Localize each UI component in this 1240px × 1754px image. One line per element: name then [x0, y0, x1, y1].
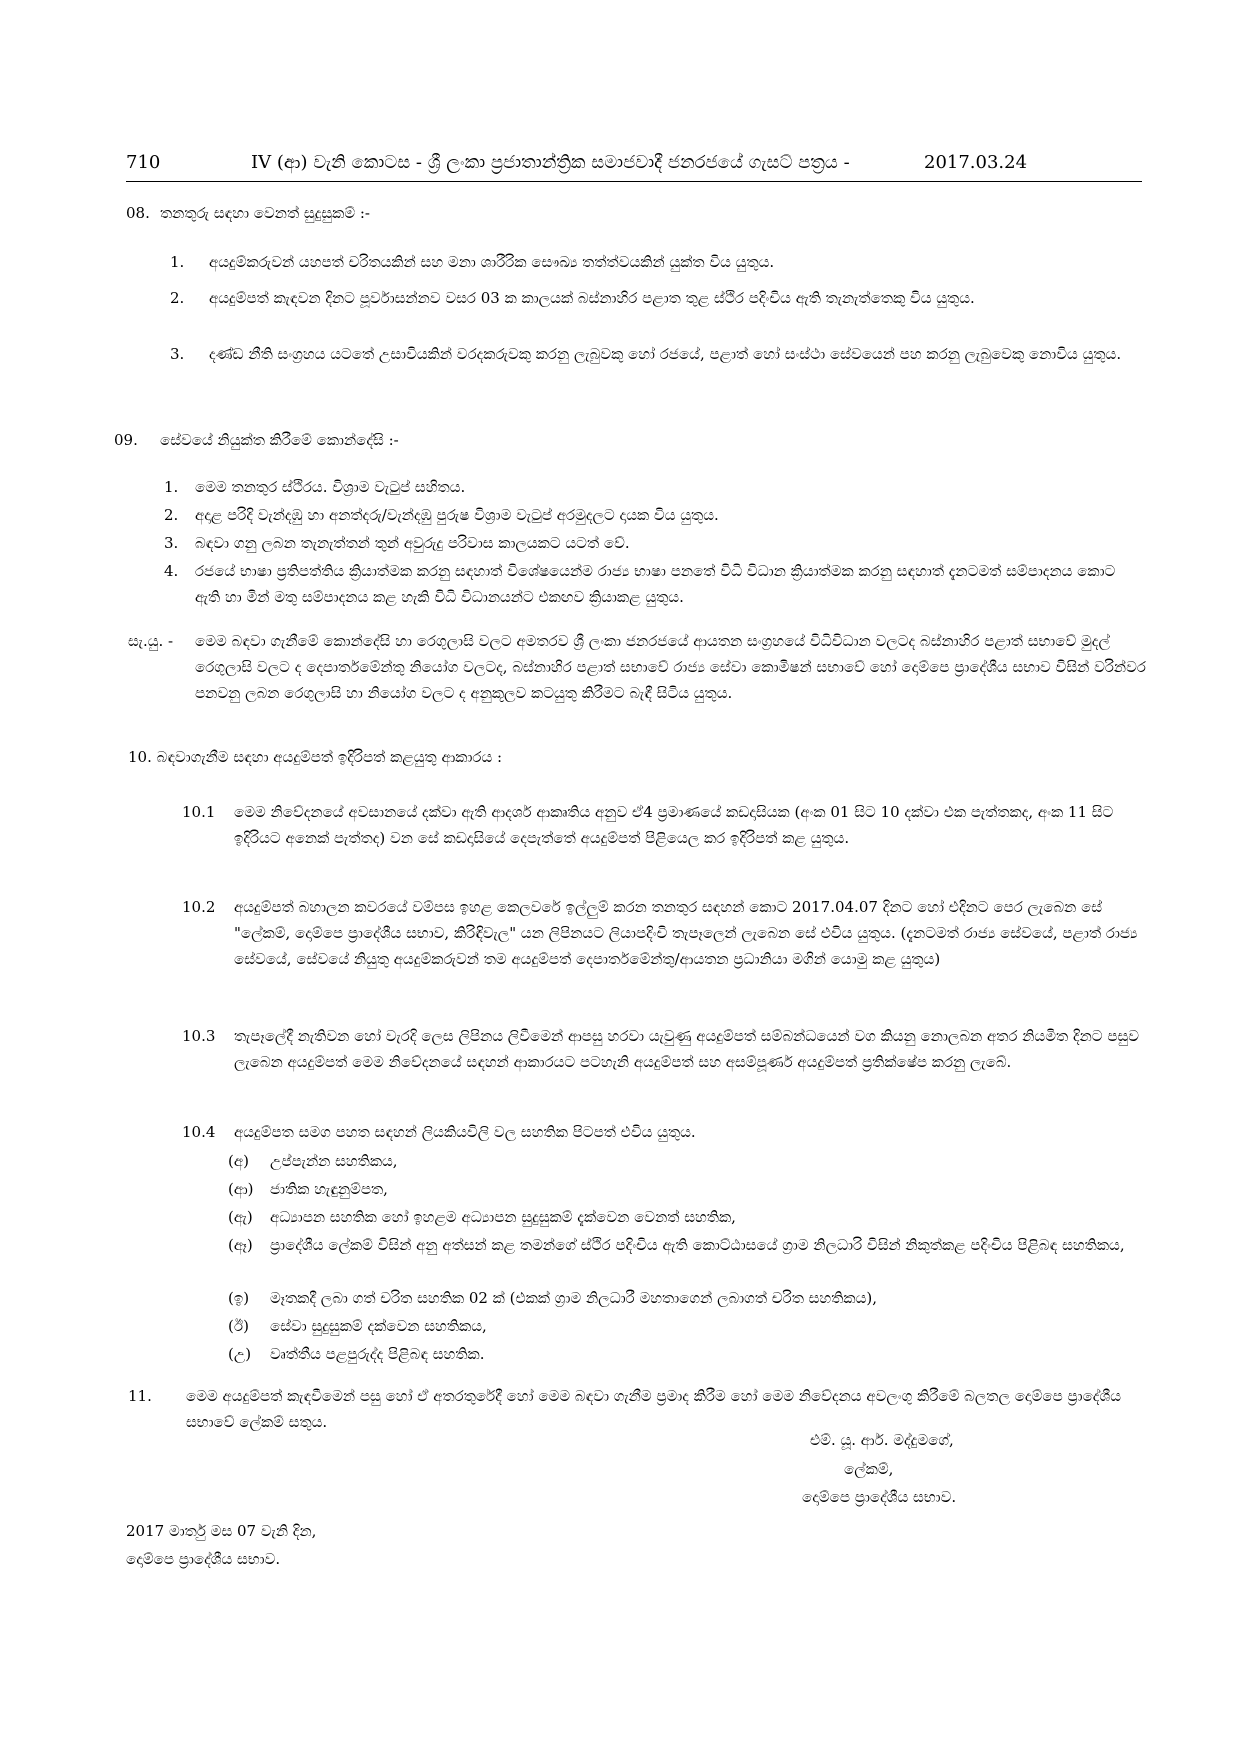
- signatory-title: ලේකම්,: [844, 1460, 894, 1478]
- paragraph-number: 10.2: [182, 898, 216, 916]
- paragraph-10-1: මෙම නිවේදනයේ අවසානයේ දක්වා ඇති ආදර්ශ ආකෘතිය අනුව ඒ4 ප්‍රමාණයේ කඩදාසියක (අංක 01 සිට 10 දක්වා එක පැත්තකද, අංක 11 සිට ඉදිරියට අනෙක් පැත්තද) වන සේ කඩදාසියේ දෙපැත්තේ අයදුම්පත් පිළියෙල කර ඉදිරිපත් කළ යුතුය.: [234, 803, 1114, 847]
- list-item: රජයේ භාෂා ප්‍රතිපත්තිය ක්‍රියාත්මක කරනු සඳහාත් විශේෂයෙන්ම රාජ්‍ය භාෂා පනතේ විධි විධාන ක්‍රියාත්මක කරනු සඳහාත් දැනටමත් සම්පාදනය කොට ඇති හා මින් මතු සම්පාදනය කළ හැකි විධි විධානයන්ට එකඟව ක්‍රියාකළ යුතුය.: [195, 562, 1116, 606]
- sub-item-label: (ආ): [228, 1180, 254, 1198]
- note-label: සැ.යු. -: [128, 632, 174, 650]
- paragraph-10-3: තැපෑලේදී නැතිවන හෝ වැරදි ලෙස ලිපිනය ලිවීමෙන් ආපසු හරවා යැවුණු අයදුම්පත් සම්බන්ධයෙන් වග කියනු නොලබන අතර නියමිත දිනට පසුව ලැබෙන අයදුම්පත් මෙම නිවේදනයේ සඳහන් ආකාරයට පටහැනි අයදුම්පත් සහ අසම්පූර්ණ අයදුම්පත් ප්‍රතික්ෂේප කරනු ලැබේ.: [234, 1027, 1140, 1071]
- list-item-number: 2.: [164, 506, 179, 524]
- issue-place: දොම්පෙ ප්‍රාදේශීය සභාව.: [126, 1550, 281, 1568]
- list-item-number: 4.: [164, 562, 179, 580]
- list-item-number: 2.: [170, 289, 185, 307]
- sub-item-label: (ඇ): [228, 1208, 253, 1226]
- list-item-number: 1.: [164, 478, 179, 496]
- sub-item-label: (අ): [228, 1152, 249, 1170]
- sub-item-label: (ඊ): [228, 1317, 249, 1335]
- list-item-number: 1.: [170, 253, 185, 271]
- issue-date: 2017 මාර්තු මස 07 වැනි දින,: [126, 1522, 317, 1540]
- list-item: බඳවා ගනු ලබන තැනැත්තන් තුන් අවුරුදු පරිවාස කාලයකට යටත් වේ.: [195, 534, 630, 552]
- sub-item-label: (ඉ): [228, 1289, 250, 1307]
- page-number: 710: [126, 152, 161, 173]
- sub-item-label: (උ): [228, 1345, 252, 1363]
- section-11-text: මෙම අයදුම්පත් කැඳවීමෙන් පසු හෝ ඒ අතරතුරේදී හෝ මෙම බඳවා ගැනීම ප්‍රමාද කිරීම හෝ මෙම නිවේදනය අවලංගු කිරීමේ බලතල දොම්පෙ ප්‍රාදේශීය සභාවේ ලේකම් සතුය.: [186, 1387, 1121, 1431]
- section-09-title: සේවයේ නියුක්ත කිරීමේ කොන්දේසි :-: [160, 431, 399, 449]
- sub-item: අධ්‍යාපන සහතික හෝ ඉහළම අධ්‍යාපන සුදුසුකම් දැක්වෙන වෙනත් සහතික,: [270, 1208, 736, 1226]
- note-text: මෙම බඳවා ගැනීමේ කොන්දේසි හා රෙගුලාසි වලට අමතරව ශ්‍රී ලංකා ජනරජයේ ආයතන සංග්‍රහයේ විධිවිධාන වලටද බස්නාහිර පළාත් සභාවේ මුදල් රෙගුලාසි වලට ද දෙපාර්තමේන්තු නියෝග වලටද, බස්නාහිර පළාත් සභාවේ රාජ්‍ය සේවා කොමිෂන් සභාවේ හෝ දොම්පෙ ප්‍රාදේශීය සභාව විසින් වරින්වර පනවනු ලබන රෙගුලාසි හා නියෝග වලට ද අනුකූලව කටයුතු කිරීමට බැඳී සිටිය යුතුය.: [195, 632, 1146, 702]
- paragraph-number: 10.3: [182, 1027, 216, 1045]
- signatory-name: එම්. යූ. ආර්. මද්දුමගේ,: [810, 1431, 954, 1449]
- list-item: අදාළ පරිදි වැන්දඹු හා අනත්දරු/වැන්දඹු පුරුෂ විශ්‍රාම වැටුප් අරමුදලට දායක විය යුතුය.: [195, 506, 719, 524]
- list-item-number: 3.: [170, 345, 185, 363]
- paragraph-number: 10.4: [182, 1123, 216, 1141]
- section-08-number: 08.: [126, 204, 150, 222]
- sub-item: උප්පැන්න සහතිකය,: [270, 1152, 398, 1170]
- section-11-number: 11.: [128, 1387, 152, 1405]
- sub-item: මෑතකදී ලබා ගත් චරිත සහතික 02 ක් (එකක් ග්‍රාම නිලධාරී මහතාගෙන් ලබාගත් චරිත සහතිකය),: [270, 1289, 877, 1307]
- list-item: දණ්ඩ නීති සංග්‍රහය යටතේ උසාවියකින් වරදකරුවකු කරනු ලැබුවකු හෝ රජයේ, පළාත් හෝ සංස්ථා සේවයෙන් පහ කරනු ලැබුවෙකු නොවිය යුතුය.: [209, 345, 1122, 363]
- gazette-date: 2017.03.24: [924, 152, 1028, 173]
- sub-item: වෘත්තීය පළපුරුද්ද පිළිබඳ සහතික.: [270, 1345, 485, 1363]
- sub-item-label: (ඈ): [228, 1236, 253, 1254]
- signatory-office: දොම්පෙ ප්‍රාදේශීය සභාව.: [802, 1488, 957, 1506]
- sub-item: ප්‍රාදේශීය ලේකම් විසින් අනු අත්සන් කළ තමන්ගේ ස්ථිර පදිංචිය ඇති කොට්ඨාසයේ ග්‍රාම නිලධාරි විසින් නිකුත්කළ පදිංචිය පිළිබඳ සහතිකය,: [270, 1236, 1125, 1254]
- gazette-title: IV (ආ) වැනි කොටස - ශ්‍රී ලංකා ප්‍රජාතාන්ත්‍රික සමාජවාදී ජනරජයේ ගැසට් පත්‍රය -: [251, 152, 850, 173]
- paragraph-10-4: අයදුම්පත සමග පහත සඳහන් ලියකියවිලි වල සහතික පිටපත් එවිය යුතුය.: [234, 1123, 696, 1141]
- section-08-title: තනතුරු සඳහා වෙනත් සුදුසුකම් :-: [160, 204, 371, 222]
- section-09-number: 09.: [114, 431, 138, 449]
- list-item: මෙම තනතුර ස්ථිරය. විශ්‍රාම වැටුප් සහිතය.: [195, 478, 466, 496]
- header-rule: [126, 181, 1142, 182]
- paragraph-10-2: අයදුම්පත් බහාලන කවරයේ වම්පස ඉහළ කෙලවරේ ඉල්ලුම් කරන තනතුර සඳහන් කොට 2017.04.07 දිනට හෝ එදිනට පෙර ලැබෙන සේ "ලේකම්, දොම්පෙ ප්‍රාදේශීය සභාව, කිරිඳිවැල" යන ලිපිනයට ලියාපදිංචි තැපෑලෙන් ලැබෙන සේ එවිය යුතුය. (දැනටමත් රාජ්‍ය සේවයේ, පළාත් රාජ්‍ය සේවයේ, සේවයේ නියුතු අයදුම්කරුවන් තම අයදුම්පත් දෙපාර්තමේන්තු/ආයතන ප්‍රධානියා මගින් යොමු කළ යුතුය): [234, 898, 1138, 968]
- list-item: අයදුම්කරුවන් යහපත් චරිතයකින් සහ මනා ශාරීරික සෞඛ්‍ය තත්ත්වයකින් යුක්ත විය යුතුය.: [209, 253, 775, 271]
- list-item-number: 3.: [164, 534, 179, 552]
- sub-item: සේවා සුදුසුකම් දක්වෙන සහතිකය,: [270, 1317, 487, 1335]
- list-item: අයදුම්පත් කැඳවන දිනට පූර්වාසන්නව වසර 03 ක කාලයක් බස්නාහිර පළාත තුළ ස්ථිර පදිංචිය ඇති තැනැත්තෙකු විය යුතුය.: [209, 289, 975, 307]
- sub-item: ජාතික හැඳුනුම්පත,: [270, 1180, 388, 1198]
- paragraph-number: 10.1: [182, 803, 216, 821]
- section-10-title: 10. බඳවාගැනීම සඳහා අයදුම්පත් ඉදිරිපත් කළයුතු ආකාරය :: [128, 748, 503, 766]
